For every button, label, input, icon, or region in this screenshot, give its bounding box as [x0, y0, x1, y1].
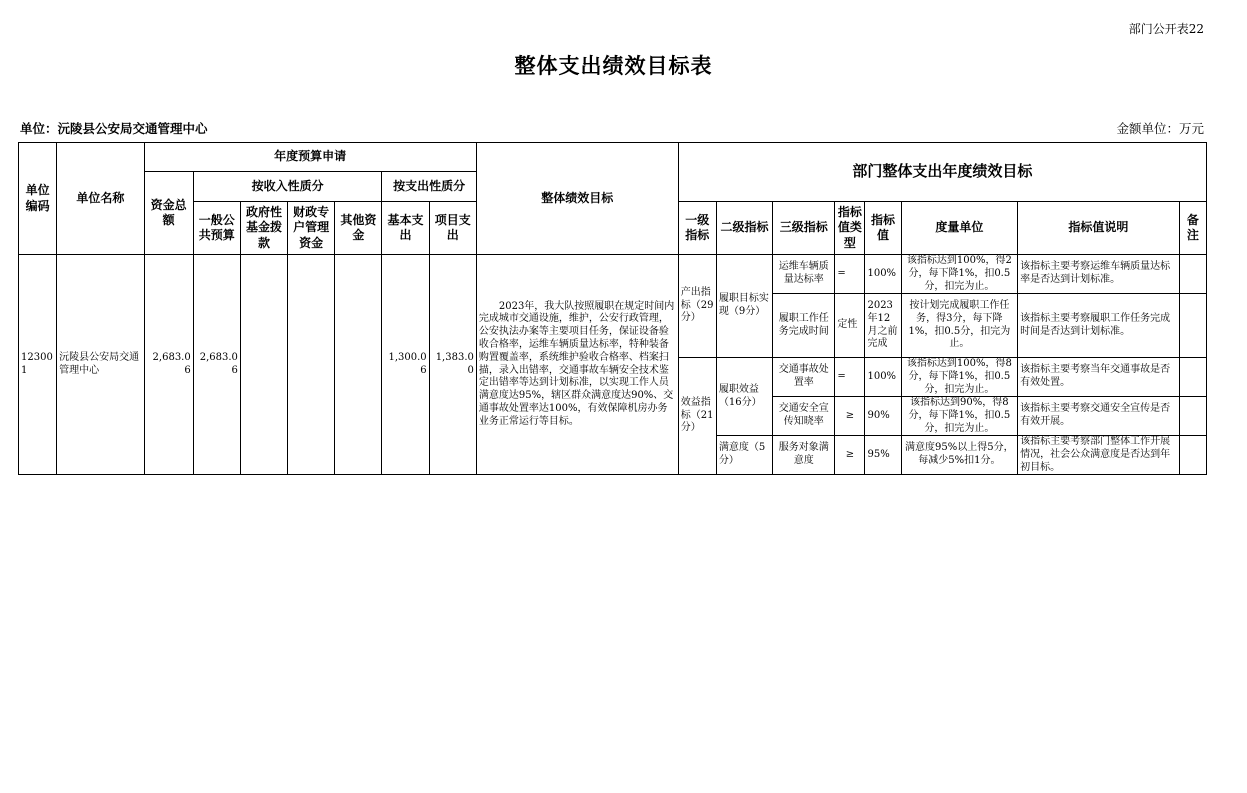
cell-general-budget: 2,683.06 [193, 255, 240, 475]
cell-type: ≥ [835, 436, 865, 475]
cell-l3: 交通安全宣传知晓率 [773, 397, 835, 436]
cell-remark [1179, 436, 1206, 475]
header-annual-budget: 年度预算申请 [144, 143, 476, 172]
header-value-desc: 指标值说明 [1018, 202, 1180, 255]
header-level2: 二级指标 [716, 202, 772, 255]
cell-unit-code: 123001 [19, 255, 57, 475]
cell-desc: 该指标主要考察当年交通事故是否有效处置。 [1018, 358, 1180, 397]
cell-l3: 运维车辆质量达标率 [773, 255, 835, 294]
cell-l3: 服务对象满意度 [773, 436, 835, 475]
header-remark: 备注 [1179, 202, 1206, 255]
cell-special-fund [288, 255, 335, 475]
cell-other-fund [335, 255, 382, 475]
cell-total-funds: 2,683.06 [144, 255, 193, 475]
header-measure-unit: 度量单位 [901, 202, 1017, 255]
header-project-expense: 项目支出 [429, 202, 476, 255]
header-by-income: 按收入性质分 [193, 172, 382, 202]
header-level3: 三级指标 [773, 202, 835, 255]
header-dept-goal: 部门整体支出年度绩效目标 [678, 143, 1206, 202]
cell-type: ≥ [835, 397, 865, 436]
cell-value-text: 2023年12月之前完成 [867, 299, 898, 350]
header-unit-code: 单位编码 [19, 143, 57, 255]
cell-desc-text: 该指标主要考察部门整体工作开展情况，社会公众满意度是否达到年初目标。 [1020, 436, 1171, 473]
cell-satisfaction-l2: 满意度（5分） [716, 436, 772, 475]
cell-measure-text: 该指标达到100%，得2分，每下降1%，扣0.5分，扣完为止。 [906, 255, 1012, 292]
header-by-expense: 按支出性质分 [382, 172, 476, 202]
cell-desc: 该指标主要考察运维车辆质量达标率是否达到计划标准。 [1018, 255, 1180, 294]
cell-unit-name: 沅陵县公安局交通管理中心 [57, 255, 144, 475]
cell-remark [1179, 358, 1206, 397]
cell-measure: 按计划完成履职工作任务，得3分，每下降1%，扣0.5分，扣完为止。 [901, 294, 1017, 358]
cell-measure [901, 358, 1017, 397]
cell-project-expense: 1,383.00 [429, 255, 476, 475]
cell-value: 100% [865, 255, 901, 294]
cell-type: = [835, 255, 865, 294]
cell-remark [1179, 294, 1206, 358]
cell-measure-text: 该指标达到100%，得8分，每下降1%，扣0.5分，扣完为止。 [906, 358, 1012, 395]
cell-desc: 该指标主要考察履职工作任务完成时间是否达到计划标准。 [1018, 294, 1180, 358]
cell-value: 90% [865, 397, 901, 436]
header-value-type: 指标值类型 [835, 202, 865, 255]
header-gov-fund: 政府性基金拨款 [240, 202, 287, 255]
cell-measure: 满意度95%以上得5分，每减少5%扣1分。 [901, 436, 1017, 475]
cell-basic-expense: 1,300.06 [382, 255, 429, 475]
header-level1: 一级指标 [678, 202, 716, 255]
cell-measure-text: 该指标达到90%，得8分，每下降1%，扣0.5分，扣完为止。 [908, 397, 1011, 434]
unit-label: 单位：沅陵县公安局交通管理中心 [20, 121, 208, 136]
cell-type: 定性 [835, 294, 865, 358]
cell-desc [1018, 436, 1180, 475]
cell-output-l2: 履职目标实现（9分） [716, 255, 772, 358]
page-title: 整体支出绩效目标表 [514, 54, 713, 78]
form-code: 部门公开表22 [1128, 22, 1204, 36]
cell-benefit-l2: 履职效益（16分） [716, 358, 772, 436]
header-special-fund: 财政专户管理资金 [288, 202, 335, 255]
performance-table [18, 142, 1207, 475]
amount-unit: 金额单位：万元 [1116, 121, 1204, 136]
cell-value [865, 294, 901, 358]
header-total-funds: 资金总额 [144, 172, 193, 255]
header-overall-goal: 整体绩效目标 [476, 143, 678, 255]
cell-gov-fund [240, 255, 287, 475]
header-basic-expense: 基本支出 [382, 202, 429, 255]
cell-desc: 该指标主要考察交通安全宣传是否有效开展。 [1018, 397, 1180, 436]
cell-remark [1179, 397, 1206, 436]
cell-remark [1179, 255, 1206, 294]
header-general-budget: 一般公共预算 [193, 202, 240, 255]
cell-measure [901, 255, 1017, 294]
cell-measure [901, 397, 1017, 436]
cell-l3: 履职工作任务完成时间 [773, 294, 835, 358]
header-unit-name: 单位名称 [57, 143, 144, 255]
cell-value: 95% [865, 436, 901, 475]
header-other-fund: 其他资金 [335, 202, 382, 255]
cell-type: = [835, 358, 865, 397]
cell-output-l1: 产出指标（29分） [678, 255, 716, 358]
cell-benefit-l1: 效益指标（21分） [678, 358, 716, 475]
cell-overall-goal: 2023年，我大队按照履职在规定时间内完成城市交通设施，维护，公安行政管理，公安执法办案等主要项目任务，保证设备验收合格率，运维车辆质量达标率，特种装备购置覆盖率，系统维护验收合格率、档案扫描，录入出错率，交通事故车辆安全技术鉴定出错率等达到计划标准，以实现工作人员满意度达95%，辖区群众满意度达90%、交通事故处置率达100%，有效保障机房办务业务正常运行等目标。 [476, 255, 678, 475]
cell-l3: 交通事故处置率 [773, 358, 835, 397]
cell-value: 100% [865, 358, 901, 397]
header-indicator-value: 指标值 [865, 202, 901, 255]
